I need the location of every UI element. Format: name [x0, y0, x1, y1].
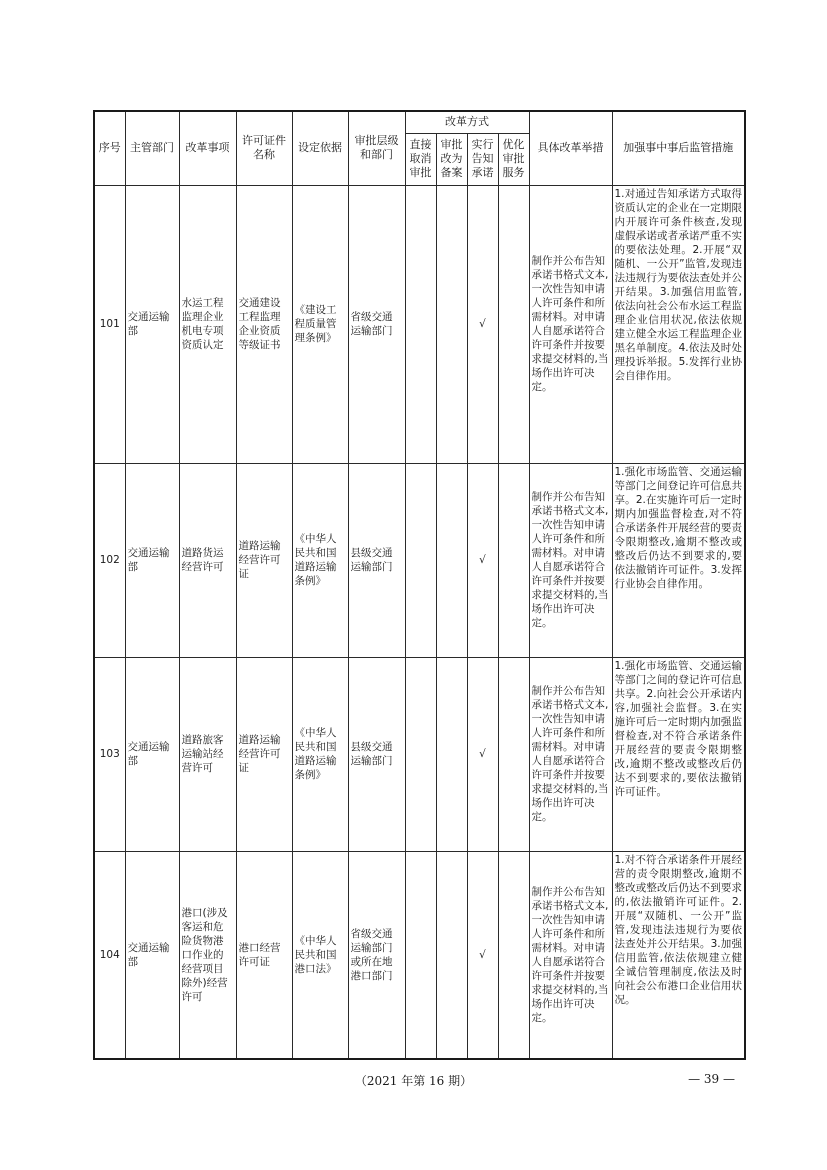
- row-dept: 交通运输部: [125, 463, 179, 657]
- header-seq: 序号: [94, 111, 125, 185]
- table-row: [94, 657, 745, 851]
- row-method-cancel: [405, 851, 436, 1059]
- table-row: [94, 851, 745, 1059]
- header-row-1: [94, 111, 745, 133]
- row-method-filing: [436, 185, 467, 463]
- header-measures: 具体改革举措: [529, 111, 612, 185]
- row-method-cancel: [405, 657, 436, 851]
- row-method-notify-check: √: [467, 657, 498, 851]
- issue-label: （2021 年第 16 期）: [354, 1074, 473, 1088]
- header-methods-group: 改革方式: [405, 111, 529, 133]
- row-dept: 交通运输部: [125, 185, 179, 463]
- row-seq: 104: [94, 851, 125, 1059]
- row-measures: 制作并公布告知承诺书格式文本,一次性告知申请人许可条件和所需材料。对申请人自愿承诺符合许可条件并按要求提交材料的,当场作出许可决定。: [529, 657, 612, 851]
- header-method-cancel: 直接取消审批: [405, 133, 436, 185]
- header-method-notify: 实行告知承诺: [467, 133, 498, 185]
- row-cert: 道路运输经营许可证: [236, 657, 292, 851]
- table-row: [94, 463, 745, 657]
- header-level: 审批层级和部门: [348, 111, 405, 185]
- header-method-optimize: 优化审批服务: [498, 133, 529, 185]
- row-seq: 101: [94, 185, 125, 463]
- header-basis: 设定依据: [292, 111, 348, 185]
- row-level: 省级交通运输部门或所在地港口部门: [348, 851, 405, 1059]
- row-method-filing: [436, 463, 467, 657]
- row-method-notify-check: √: [467, 463, 498, 657]
- row-supervision: 1.对不符合承诺条件开展经营的责令限期整改,逾期不整改或整改后仍达不到要求的,依法撤销许可证件。2.开展“双随机、一公开”监管,发现违法违规行为要依法查处并公开结果。3.加强信用监管,依法依规建立健全诚信管理制度,依法及时向社会公布港口企业信用状况。: [612, 851, 745, 1059]
- row-measures: 制作并公布告知承诺书格式文本,一次性告知申请人许可条件和所需材料。对申请人自愿承诺符合许可条件并按要求提交材料的,当场作出许可决定。: [529, 851, 612, 1059]
- row-method-optimize: [498, 463, 529, 657]
- row-basis: 《中华人民共和国道路运输条例》: [292, 463, 348, 657]
- row-method-optimize: [498, 185, 529, 463]
- header-method-filing: 审批改为备案: [436, 133, 467, 185]
- row-basis: 《建设工程质量管理条例》: [292, 185, 348, 463]
- row-basis: 《中华人民共和国道路运输条例》: [292, 657, 348, 851]
- row-item: 道路货运经营许可: [179, 463, 236, 657]
- header-cert: 许可证件名称: [236, 111, 292, 185]
- row-supervision: 1.强化市场监管、交通运输等部门之间登记许可信息共享。2.在实施许可后一定时期内加强监督检查,对不符合承诺条件开展经营的要责令限期整改,逾期不整改或整改后仍达不到要求的,要依法撤销许可证件。3.发挥行业协会自律作用。: [612, 463, 745, 657]
- row-supervision: 1.对通过告知承诺方式取得资质认定的企业在一定期限内开展许可条件核查,发现虚假承诺或者承诺严重不实的要依法处理。2.开展“双随机、一公开”监管,发现违法违规行为要依法查处并公开结果。3.加强信用监管,依法向社会公布水运工程监理企业信用状况,依法依规建立健全水运工程监理企业黑名单制度。4.依法及时处理投诉举报。5.发挥行业协会自律作用。: [612, 185, 745, 463]
- reform-table: [93, 110, 746, 1060]
- row-method-filing: [436, 851, 467, 1059]
- row-measures: 制作并公布告知承诺书格式文本,一次性告知申请人许可条件和所需材料。对申请人自愿承诺符合许可条件并按要求提交材料的,当场作出许可决定。: [529, 463, 612, 657]
- row-level: 县级交通运输部门: [348, 657, 405, 851]
- row-item: 港口(涉及客运和危险货物港口作业的经营项目除外)经营许可: [179, 851, 236, 1059]
- row-method-optimize: [498, 657, 529, 851]
- row-cert: 道路运输经营许可证: [236, 463, 292, 657]
- row-dept: 交通运输部: [125, 851, 179, 1059]
- row-basis: 《中华人民共和国港口法》: [292, 851, 348, 1059]
- row-method-cancel: [405, 185, 436, 463]
- row-cert: 交通建设工程监理企业资质等级证书: [236, 185, 292, 463]
- row-method-filing: [436, 657, 467, 851]
- row-method-cancel: [405, 463, 436, 657]
- row-dept: 交通运输部: [125, 657, 179, 851]
- row-method-optimize: [498, 851, 529, 1059]
- row-level: 省级交通运输部门: [348, 185, 405, 463]
- row-seq: 102: [94, 463, 125, 657]
- header-supervision: 加强事中事后监管措施: [612, 111, 745, 185]
- row-method-notify-check: √: [467, 851, 498, 1059]
- row-measures: 制作并公布告知承诺书格式文本,一次性告知申请人许可条件和所需材料。对申请人自愿承诺符合许可条件并按要求提交材料的,当场作出许可决定。: [529, 185, 612, 463]
- header-dept: 主管部门: [125, 111, 179, 185]
- row-supervision: 1.强化市场监管、交通运输等部门之间的登记许可信息共享。2.向社会公开承诺内容,加强社会监督。3.在实施许可后一定时期内加强监督检查,对不符合承诺条件开展经营的要责令限期整改,逾期不整改或整改后仍达不到要求的,要依法撤销许可证件。: [612, 657, 745, 851]
- row-cert: 港口经营许可证: [236, 851, 292, 1059]
- row-method-notify-check: √: [467, 185, 498, 463]
- row-item: 水运工程监理企业机电专项资质认定: [179, 185, 236, 463]
- row-item: 道路旅客运输站经营许可: [179, 657, 236, 851]
- header-item: 改革事项: [179, 111, 236, 185]
- row-seq: 103: [94, 657, 125, 851]
- page-number: — 39 —: [688, 1072, 735, 1086]
- table-row: [94, 185, 745, 463]
- row-level: 县级交通运输部门: [348, 463, 405, 657]
